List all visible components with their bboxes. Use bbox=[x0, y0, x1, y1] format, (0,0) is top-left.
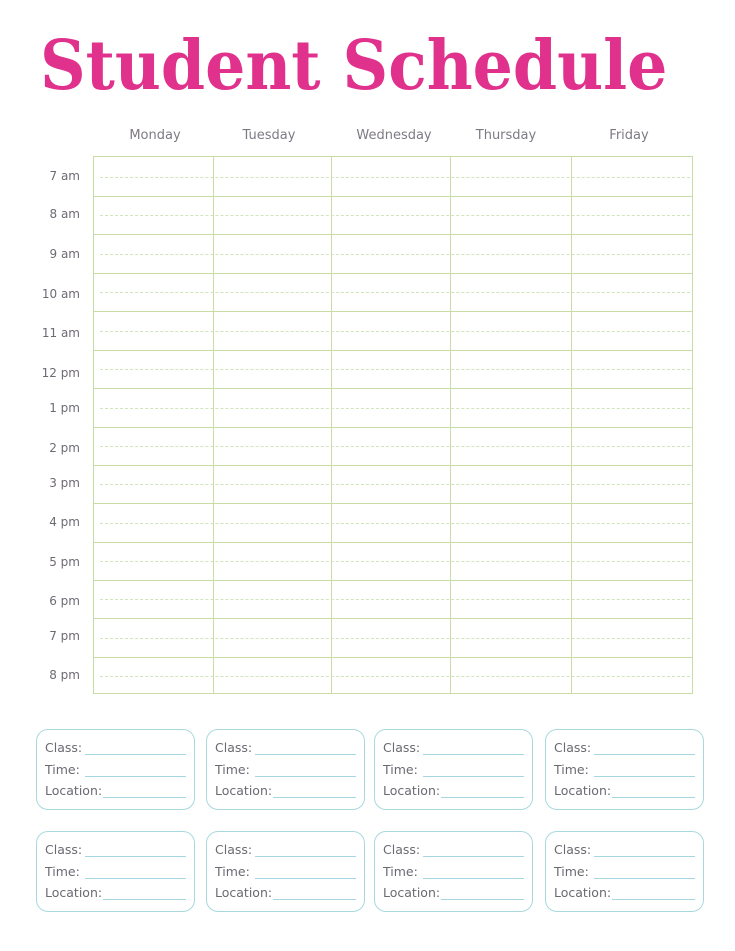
half-hour-line bbox=[100, 369, 690, 370]
location-field[interactable] bbox=[383, 783, 524, 799]
column-divider bbox=[571, 157, 572, 693]
time-label: Time: bbox=[383, 762, 418, 777]
column-divider bbox=[450, 157, 451, 693]
class-blank[interactable] bbox=[594, 856, 695, 857]
location-field[interactable] bbox=[383, 885, 524, 901]
class-blank[interactable] bbox=[594, 754, 695, 755]
row-divider bbox=[94, 427, 692, 428]
class-field[interactable] bbox=[554, 740, 695, 756]
page-title: Student Schedule bbox=[40, 26, 668, 106]
time-blank[interactable] bbox=[255, 878, 356, 879]
location-field[interactable] bbox=[215, 885, 356, 901]
time-label-3pm: 3 pm bbox=[49, 476, 80, 490]
time-blank[interactable] bbox=[423, 776, 524, 777]
time-field[interactable] bbox=[45, 762, 186, 778]
location-blank[interactable] bbox=[612, 899, 695, 900]
time-label: Time: bbox=[215, 762, 250, 777]
time-label: Time: bbox=[383, 864, 418, 879]
day-header-monday: Monday bbox=[129, 128, 181, 143]
class-label: Class: bbox=[215, 740, 253, 755]
half-hour-line bbox=[100, 292, 690, 293]
time-label-9am: 9 am bbox=[49, 247, 80, 261]
time-label-12pm: 12 pm bbox=[41, 366, 80, 380]
time-field[interactable] bbox=[554, 864, 695, 880]
row-divider bbox=[94, 234, 692, 235]
class-card[interactable] bbox=[545, 729, 704, 810]
location-label: Location: bbox=[215, 885, 273, 900]
class-label: Class: bbox=[45, 740, 83, 755]
location-field[interactable] bbox=[554, 885, 695, 901]
location-field[interactable] bbox=[45, 783, 186, 799]
time-blank[interactable] bbox=[423, 878, 524, 879]
schedule-grid[interactable] bbox=[93, 156, 693, 694]
half-hour-line bbox=[100, 408, 690, 409]
half-hour-line bbox=[100, 561, 690, 562]
day-header-thursday: Thursday bbox=[475, 128, 537, 143]
location-blank[interactable] bbox=[273, 797, 356, 798]
class-blank[interactable] bbox=[423, 856, 524, 857]
row-divider bbox=[94, 542, 692, 543]
class-blank[interactable] bbox=[255, 856, 356, 857]
time-blank[interactable] bbox=[594, 776, 695, 777]
class-field[interactable] bbox=[45, 842, 186, 858]
row-divider bbox=[94, 311, 692, 312]
column-divider bbox=[213, 157, 214, 693]
class-label: Class: bbox=[45, 842, 83, 857]
location-label: Location: bbox=[554, 783, 612, 798]
class-card[interactable] bbox=[206, 831, 365, 912]
location-field[interactable] bbox=[554, 783, 695, 799]
time-label-5pm: 5 pm bbox=[49, 555, 80, 569]
time-field[interactable] bbox=[554, 762, 695, 778]
half-hour-line bbox=[100, 676, 690, 677]
class-label: Class: bbox=[215, 842, 253, 857]
time-blank[interactable] bbox=[255, 776, 356, 777]
time-label: Time: bbox=[554, 864, 589, 879]
half-hour-line bbox=[100, 599, 690, 600]
time-label: Time: bbox=[45, 864, 80, 879]
location-label: Location: bbox=[383, 885, 441, 900]
time-field[interactable] bbox=[45, 864, 186, 880]
row-divider bbox=[94, 618, 692, 619]
location-label: Location: bbox=[215, 783, 273, 798]
row-divider bbox=[94, 465, 692, 466]
half-hour-line bbox=[100, 177, 690, 178]
time-label-1pm: 1 pm bbox=[49, 401, 80, 415]
time-blank[interactable] bbox=[594, 878, 695, 879]
time-label: Time: bbox=[215, 864, 250, 879]
time-blank[interactable] bbox=[85, 878, 186, 879]
class-blank[interactable] bbox=[85, 754, 186, 755]
class-field[interactable] bbox=[215, 842, 356, 858]
location-blank[interactable] bbox=[441, 797, 524, 798]
location-blank[interactable] bbox=[103, 899, 186, 900]
half-hour-line bbox=[100, 638, 690, 639]
class-blank[interactable] bbox=[255, 754, 356, 755]
class-card[interactable] bbox=[36, 729, 195, 810]
row-divider bbox=[94, 657, 692, 658]
class-field[interactable] bbox=[215, 740, 356, 756]
class-field[interactable] bbox=[554, 842, 695, 858]
day-header-friday: Friday bbox=[609, 128, 649, 143]
time-field[interactable] bbox=[383, 864, 524, 880]
time-label-4pm: 4 pm bbox=[49, 515, 80, 529]
location-label: Location: bbox=[45, 885, 103, 900]
location-blank[interactable] bbox=[273, 899, 356, 900]
day-header-tuesday: Tuesday bbox=[242, 128, 296, 143]
row-divider bbox=[94, 273, 692, 274]
column-divider bbox=[331, 157, 332, 693]
time-label-7pm: 7 pm bbox=[49, 629, 80, 643]
time-label-10am: 10 am bbox=[41, 287, 80, 301]
time-label: Time: bbox=[45, 762, 80, 777]
half-hour-line bbox=[100, 446, 690, 447]
location-label: Location: bbox=[383, 783, 441, 798]
time-label-2pm: 2 pm bbox=[49, 441, 80, 455]
time-field[interactable] bbox=[383, 762, 524, 778]
time-label-7am: 7 am bbox=[49, 169, 80, 183]
row-divider bbox=[94, 350, 692, 351]
class-card[interactable] bbox=[374, 831, 533, 912]
location-field[interactable] bbox=[45, 885, 186, 901]
class-label: Class: bbox=[554, 842, 592, 857]
time-field[interactable] bbox=[215, 762, 356, 778]
location-blank[interactable] bbox=[441, 899, 524, 900]
row-divider bbox=[94, 388, 692, 389]
day-header-wednesday: Wednesday bbox=[356, 128, 432, 143]
class-label: Class: bbox=[383, 842, 421, 857]
location-blank[interactable] bbox=[612, 797, 695, 798]
time-label: Time: bbox=[554, 762, 589, 777]
half-hour-line bbox=[100, 331, 690, 332]
class-card[interactable] bbox=[374, 729, 533, 810]
time-label-8am: 8 am bbox=[49, 207, 80, 221]
half-hour-line bbox=[100, 523, 690, 524]
half-hour-line bbox=[100, 215, 690, 216]
row-divider bbox=[94, 196, 692, 197]
location-label: Location: bbox=[45, 783, 103, 798]
location-field[interactable] bbox=[215, 783, 356, 799]
class-card[interactable] bbox=[36, 831, 195, 912]
class-field[interactable] bbox=[45, 740, 186, 756]
class-label: Class: bbox=[383, 740, 421, 755]
time-label-8pm: 8 pm bbox=[49, 668, 80, 682]
class-field[interactable] bbox=[383, 842, 524, 858]
half-hour-line bbox=[100, 254, 690, 255]
class-label: Class: bbox=[554, 740, 592, 755]
row-divider bbox=[94, 503, 692, 504]
half-hour-line bbox=[100, 484, 690, 485]
time-blank[interactable] bbox=[85, 776, 186, 777]
class-blank[interactable] bbox=[423, 754, 524, 755]
class-card[interactable] bbox=[206, 729, 365, 810]
row-divider bbox=[94, 580, 692, 581]
time-label-6pm: 6 pm bbox=[49, 594, 80, 608]
class-card[interactable] bbox=[545, 831, 704, 912]
time-field[interactable] bbox=[215, 864, 356, 880]
time-label-11am: 11 am bbox=[41, 326, 80, 340]
class-field[interactable] bbox=[383, 740, 524, 756]
location-label: Location: bbox=[554, 885, 612, 900]
location-blank[interactable] bbox=[103, 797, 186, 798]
class-blank[interactable] bbox=[85, 856, 186, 857]
